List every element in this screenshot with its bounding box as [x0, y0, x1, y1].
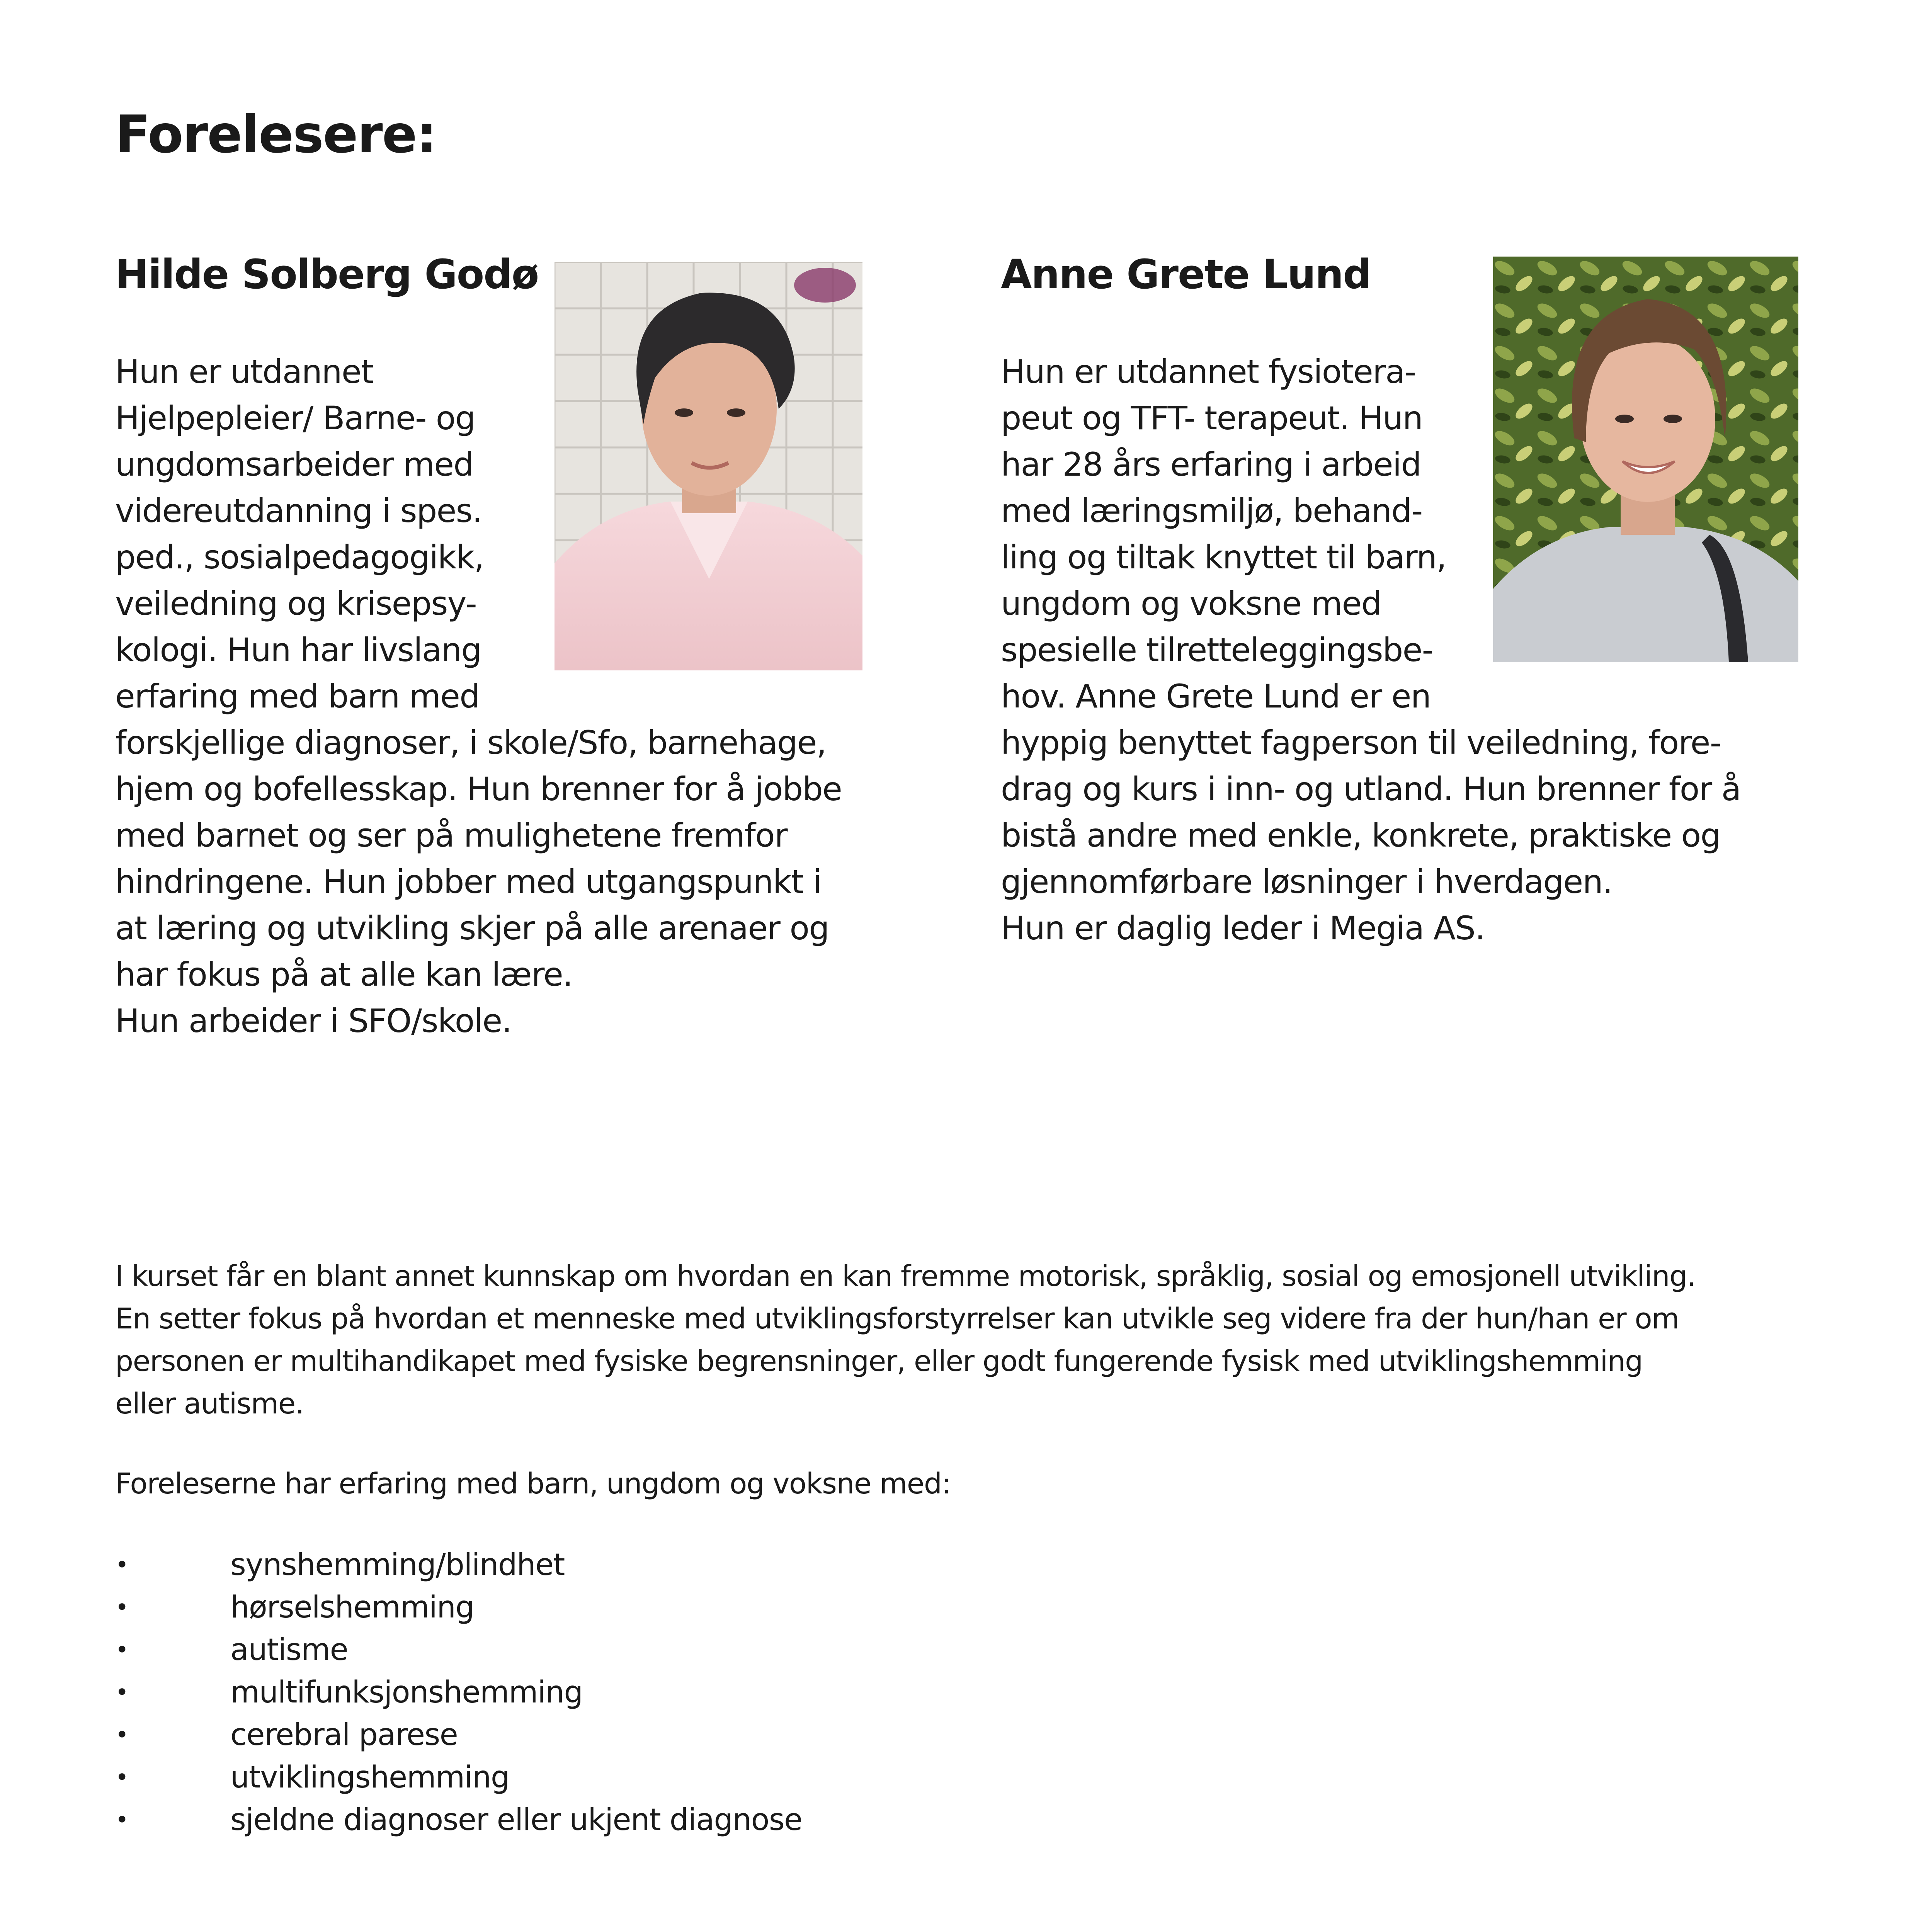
- experience-intro-text: Foreleserne har erfaring med barn, ungdom og voksne med:: [115, 1467, 951, 1500]
- bullet-icon: •: [115, 1721, 128, 1748]
- bio-line: Hun arbeider i SFO/skole.: [115, 1002, 512, 1040]
- bio-line: hjem og bofellesskap. Hun brenner for å jobbe: [115, 770, 842, 808]
- bio-line: peut og TFT- terapeut. Hun: [1001, 399, 1423, 437]
- bullet-icon: •: [115, 1551, 128, 1578]
- lecturer-name: Anne Grete Lund: [1001, 251, 1371, 298]
- lecturer-bio: [1001, 349, 1741, 951]
- bio-line: hov. Anne Grete Lund er en: [1001, 677, 1431, 715]
- bio-line: forskjellige diagnoser, i skole/Sfo, barnehage,: [115, 724, 826, 762]
- bio-line: ungdom og voksne med: [1001, 585, 1381, 622]
- bio-line: at læring og utvikling skjer på alle arenaer og: [115, 909, 829, 947]
- bio-line: ped., sosialpedagogikk,: [115, 538, 484, 576]
- lecturer-name: Hilde Solberg Godø: [115, 251, 539, 298]
- bio-line: hindringene. Hun jobber med utgangspunkt i: [115, 863, 822, 901]
- bio-line: Hun er daglig leder i Megia AS.: [1001, 909, 1485, 947]
- bullet-icon: •: [115, 1679, 128, 1706]
- bio-line: ungdomsarbeider med: [115, 446, 474, 483]
- bio-line: veiledning og krisepsy-: [115, 585, 477, 622]
- bio-line: erfaring med barn med: [115, 677, 480, 715]
- page-title: Forelesere:: [115, 104, 437, 165]
- description-line: personen er multihandikapet med fysiske begrensninger, eller godt fungerende fysisk med utviklingshemming: [115, 1345, 1643, 1378]
- bio-line: kologi. Hun har livslang: [115, 631, 481, 669]
- lecturer-bio: [115, 349, 842, 1044]
- bio-line: spesielle tilretteleggingsbe-: [1001, 631, 1433, 669]
- bullet-icon: •: [115, 1806, 128, 1833]
- bio-line: gjennomførbare løsninger i hverdagen.: [1001, 863, 1613, 901]
- description-line: eller autisme.: [115, 1387, 304, 1420]
- description-line: En setter fokus på hvordan et menneske med utviklingsforstyrrelser kan utvikle seg videre fra der hun/han er om: [115, 1302, 1679, 1335]
- bio-line: har fokus på at alle kan lære.: [115, 956, 573, 993]
- bio-line: har 28 års erfaring i arbeid: [1001, 446, 1421, 483]
- bullet-icon: •: [115, 1764, 128, 1791]
- bullet-icon: •: [115, 1636, 128, 1663]
- bio-line: med læringsmiljø, behand-: [1001, 492, 1422, 530]
- bio-line: Hun er utdannet fysiotera-: [1001, 353, 1416, 391]
- description-line: I kurset får en blant annet kunnskap om hvordan en kan fremme motorisk, språklig, sosial og emosjonell utvikling.: [115, 1260, 1696, 1293]
- course-description: [115, 1255, 1696, 1425]
- bullet-icon: •: [115, 1594, 128, 1621]
- bio-line: med barnet og ser på mulighetene fremfor: [115, 816, 788, 854]
- bio-line: bistå andre med enkle, konkrete, praktiske og: [1001, 816, 1721, 854]
- bio-line: drag og kurs i inn- og utland. Hun brenner for å: [1001, 770, 1741, 808]
- bio-line: videreutdanning i spes.: [115, 492, 482, 530]
- experience-intro: [115, 1463, 951, 1505]
- bio-line: Hun er utdannet: [115, 353, 373, 391]
- bio-line: hyppig benyttet fagperson til veiledning, fore-: [1001, 724, 1721, 762]
- bio-line: ling og tiltak knyttet til barn,: [1001, 538, 1446, 576]
- bio-line: Hjelpepleier/ Barne- og: [115, 399, 475, 437]
